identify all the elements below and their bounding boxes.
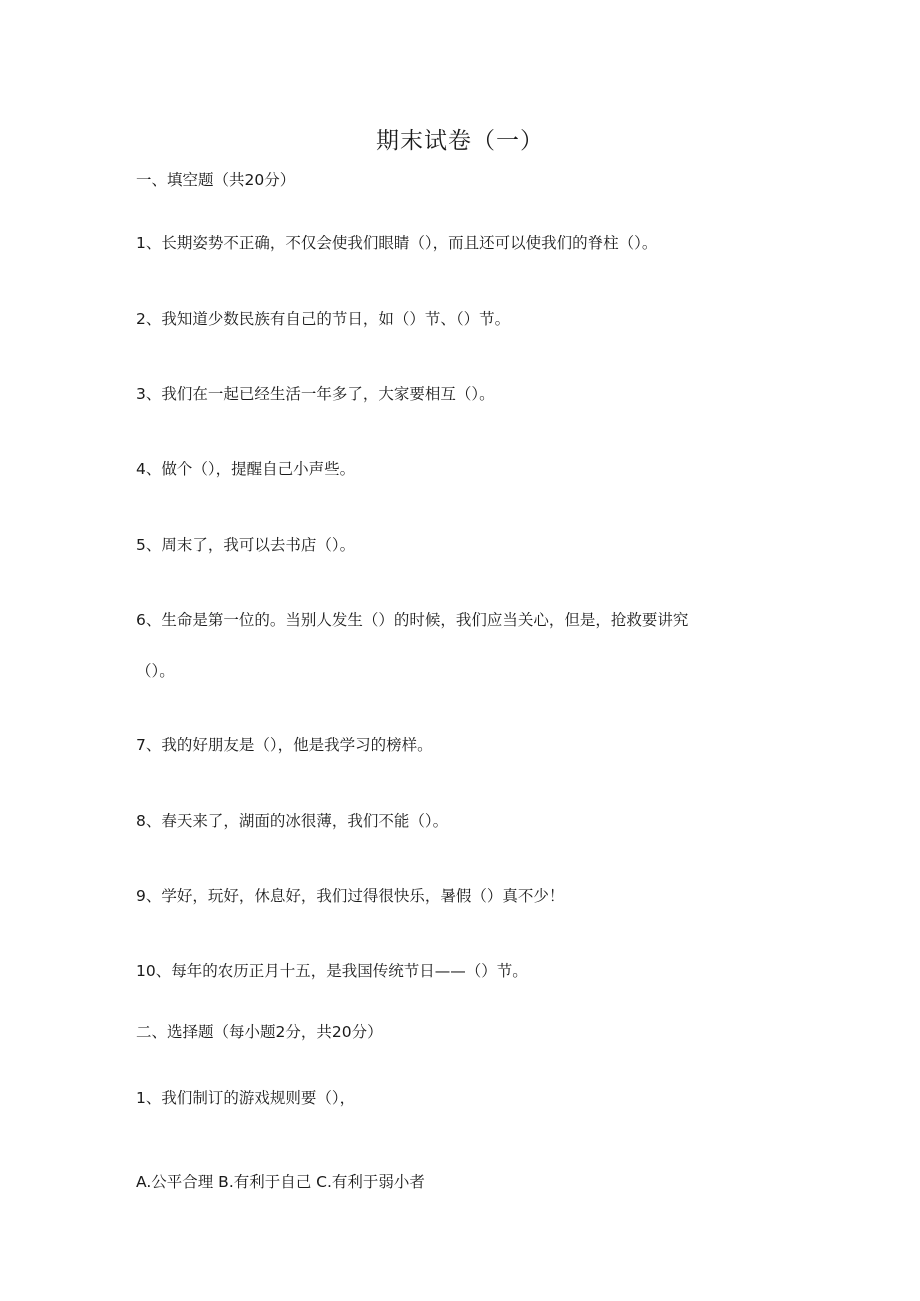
question-6-continued: （）。 [136, 662, 175, 680]
section-heading-multiple-choice: 二、选择题（每小题2分，共20分） [136, 1023, 383, 1041]
question-6: 6、生命是第一位的。当别人发生（）的时候，我们应当关心，但是，抢救要讲究 [136, 611, 689, 629]
question-8: 8、春天来了，湖面的冰很薄，我们不能（）。 [136, 812, 449, 830]
question-5: 5、周末了，我可以去书店（）。 [136, 536, 356, 554]
choice-question-1-options: A.公平合理 B.有利于自己 C.有利于弱小者 [136, 1173, 425, 1191]
question-3: 3、我们在一起已经生活一年多了，大家要相互（）。 [136, 385, 495, 403]
question-1: 1、长期姿势不正确，不仅会使我们眼睛（），而且还可以使我们的脊柱（）。 [136, 234, 658, 252]
question-4: 4、做个（），提醒自己小声些。 [136, 460, 356, 478]
exam-title: 期末试卷（一） [376, 128, 544, 154]
choice-question-1: 1、我们制订的游戏规则要（）， [136, 1089, 356, 1107]
question-10: 10、每年的农历正月十五，是我国传统节日——（）节。 [136, 962, 528, 980]
question-7: 7、我的好朋友是（），他是我学习的榜样。 [136, 736, 433, 754]
section-heading-fill-in: 一、填空题（共20分） [136, 171, 296, 189]
question-2: 2、我知道少数民族有自己的节日，如（）节、（）节。 [136, 310, 511, 328]
question-9: 9、学好，玩好，休息好，我们过得很快乐，暑假（）真不少！ [136, 887, 565, 905]
